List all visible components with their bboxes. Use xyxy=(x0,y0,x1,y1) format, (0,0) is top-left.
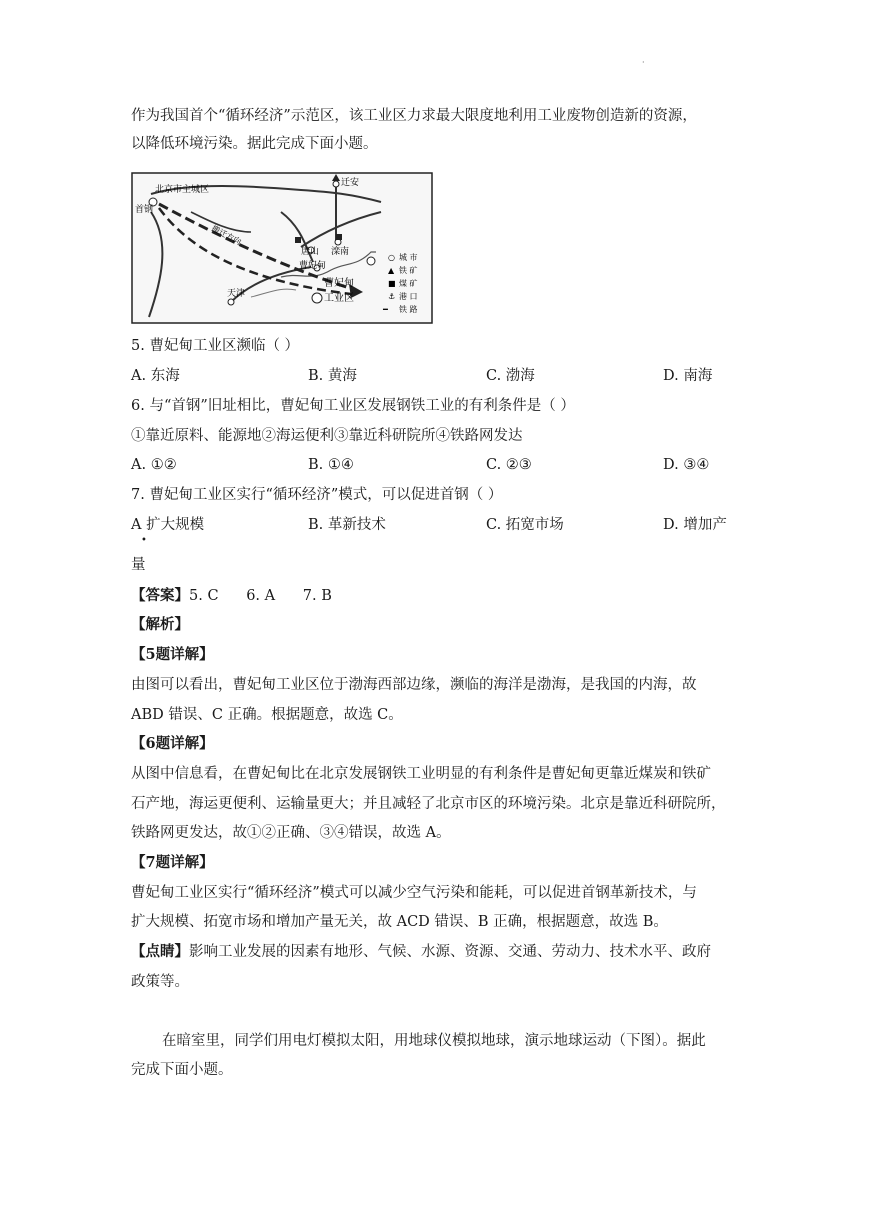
q5-option-a[interactable]: A. 东海 xyxy=(131,368,180,384)
map-label-move-dir: 搬迁方向 xyxy=(210,223,243,247)
q6-conditions: ①靠近原料、能源地②海运便利③靠近科研院所④铁路网发达 xyxy=(131,428,523,444)
map-label-luannan: 滦南 xyxy=(331,247,350,257)
d7-label: 【7题详解】 xyxy=(131,854,214,871)
q7-stem: 7. 曹妃甸工业区实行“循环经济”模式，可以促进首钢（ ） xyxy=(131,487,503,503)
map-label-zone-2: 工业区 xyxy=(324,293,354,304)
analysis-label: 【解析】 xyxy=(131,616,189,633)
d6-label: 【6题详解】 xyxy=(131,735,214,752)
d5-line-2: ABD 错误、C 正确。根据题意，故选 C。 xyxy=(131,707,403,723)
map-label-qianan: 迁安 xyxy=(341,178,360,188)
q6-option-b[interactable]: B. ①④ xyxy=(308,457,354,473)
q5-option-b[interactable]: B. 黄海 xyxy=(308,368,357,384)
q6-option-c[interactable]: C. ②③ xyxy=(486,457,532,473)
note-label: 【点睛】 xyxy=(131,943,189,960)
q7-option-a[interactable]: A 扩大规模 xyxy=(131,517,205,533)
page-mark: · xyxy=(642,58,645,67)
map-label-caofeidian: 曹妃甸 xyxy=(299,261,327,271)
map-label-tangshan: 唐山 xyxy=(301,247,320,257)
d6-line-2: 石产地，海运更便利、运输量更大；并且减轻了北京市区的环境污染。北京是靠近科研院所， xyxy=(131,796,726,812)
q7-option-c[interactable]: C. 拓宽市场 xyxy=(486,517,564,533)
legend-label-port: 港 口 xyxy=(399,292,418,301)
note-line-2: 政策等。 xyxy=(131,974,189,990)
note-text-1: 影响工业发展的因素有地形、气候、水源、资源、交通、劳动力、技术水平、政府 xyxy=(189,944,711,960)
legend-label-city: 城 市 xyxy=(399,253,418,262)
next-line-1: 在暗室里，同学们用电灯模拟太阳，用地球仪模拟地球，演示地球运动（下图）。据此 xyxy=(162,1033,706,1049)
d5-line-1: 由图可以看出，曹妃甸工业区位于渤海西部边缘，濒临的海洋是渤海，是我国的内海，故 xyxy=(131,677,697,693)
caofeidian-map xyxy=(131,172,433,324)
map-label-shougang: 首钢 xyxy=(135,205,154,215)
q6-stem: 6. 与“首钢”旧址相比，曹妃甸工业区发展钢铁工业的有利条件是（ ） xyxy=(131,398,575,414)
map-label-beijing: 北京市主城区 xyxy=(155,185,210,195)
legend-symbol-iron: ▲ xyxy=(388,266,395,275)
q7-option-d-cont: 量 xyxy=(131,557,146,573)
q6-option-d[interactable]: D. ③④ xyxy=(663,457,710,473)
d5-label: 【5题详解】 xyxy=(131,646,214,663)
legend-symbol-rail: ━ xyxy=(383,305,388,314)
next-line-2: 完成下面小题。 xyxy=(131,1062,233,1078)
legend-label-coal: 煤 矿 xyxy=(399,279,418,288)
intro-line-2: 以降低环境污染。据此完成下面小题。 xyxy=(131,136,378,152)
q7-option-b[interactable]: B. 革新技术 xyxy=(308,517,386,533)
d6-line-1: 从图中信息看，在曹妃甸比在北京发展钢铁工业明显的有利条件是曹妃甸更靠近煤炭和铁矿 xyxy=(131,766,711,782)
answer-line xyxy=(131,586,332,606)
q5-stem: 5. 曹妃甸工业区濒临（ ） xyxy=(131,338,300,354)
answer-label: 【答案】 xyxy=(131,587,189,604)
q7-option-d[interactable]: D. 增加产 xyxy=(663,517,727,533)
legend-symbol-port: ⚓ xyxy=(388,292,396,301)
legend-symbol-coal: ■ xyxy=(388,279,396,288)
note-line-1 xyxy=(131,942,711,962)
d6-line-3: 铁路网更发达，故①②正确、③④错误，故选 A。 xyxy=(131,825,451,841)
map-label-zone-1: 曹妃甸 xyxy=(324,278,354,289)
d7-line-2: 扩大规模、拓宽市场和增加产量无关，故 ACD 错误、B 正确，根据题意，故选 B。 xyxy=(131,914,668,930)
stray-dot: • xyxy=(141,535,147,546)
q5-option-d[interactable]: D. 南海 xyxy=(663,368,713,384)
answer-text: 5. C 6. A 7. B xyxy=(189,588,332,604)
intro-line-1: 作为我国首个“循环经济”示范区，该工业区力求最大限度地利用工业废物创造新的资源， xyxy=(131,108,697,124)
d7-line-1: 曹妃甸工业区实行“循环经济”模式可以减少空气污染和能耗，可以促进首钢革新技术，与 xyxy=(131,885,697,901)
legend-label-rail: 铁 路 xyxy=(399,305,418,314)
legend-label-iron: 铁 矿 xyxy=(399,266,418,275)
q5-option-c[interactable]: C. 渤海 xyxy=(486,368,535,384)
map-label-tianjin: 天津 xyxy=(227,289,246,299)
q6-option-a[interactable]: A. ①② xyxy=(131,457,177,473)
legend-symbol-city: ○ xyxy=(388,253,395,262)
